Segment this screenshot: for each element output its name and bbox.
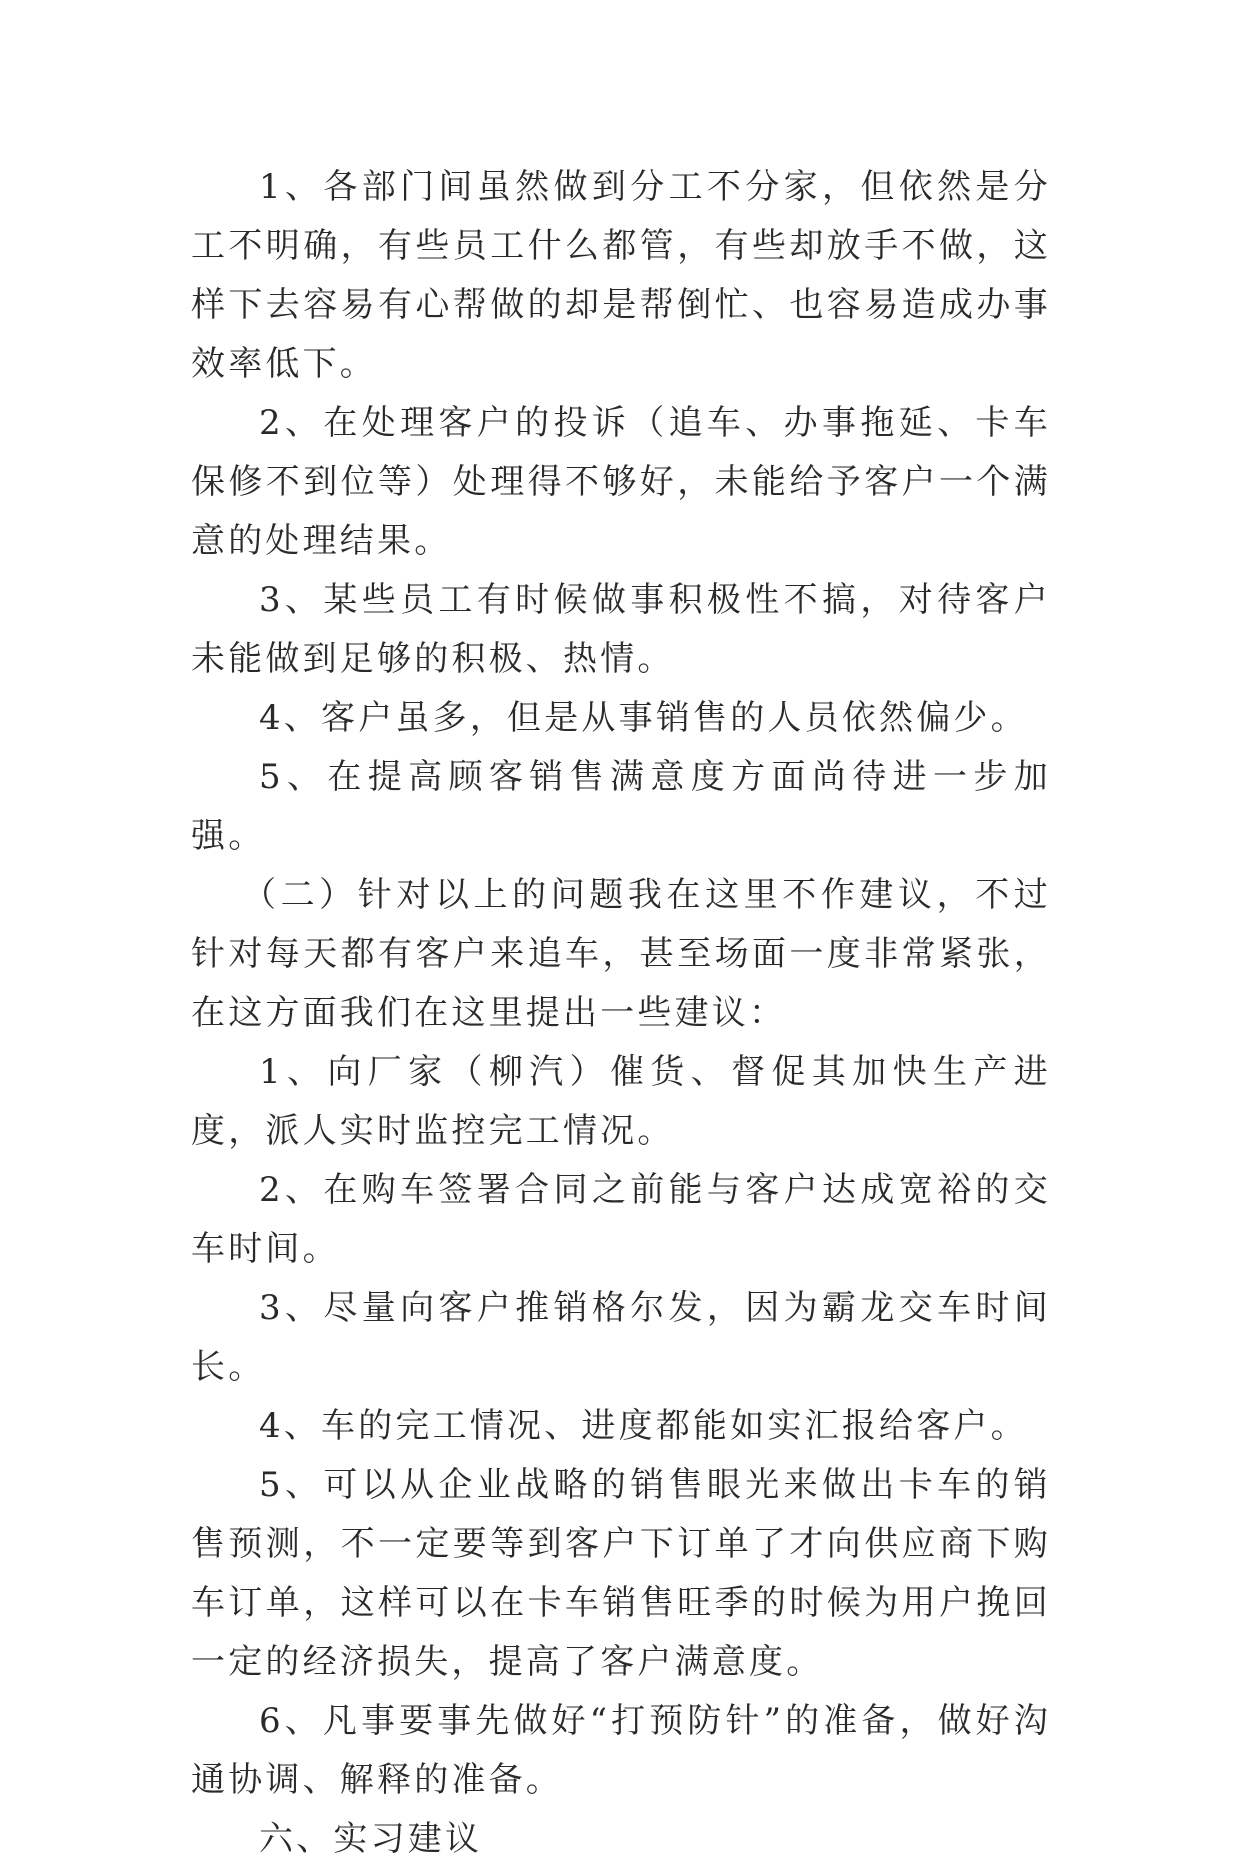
paragraph-issue-5: 5、在提高顾客销售满意度方面尚待进一步加强。	[191, 757, 1051, 856]
paragraph-suggestion-2: 2、在购车签署合同之前能与客户达成宽裕的交车时间。	[191, 1170, 1051, 1269]
paragraph-section-2-intro: （二）针对以上的问题我在这里不作建议，不过针对每天都有客户来追车，甚至场面一度非常紧张，在这方面我们在这里提出一些建议：	[191, 875, 1051, 1033]
paragraph-suggestion-3: 3、尽量向客户推销格尔发，因为霸龙交车时间长。	[191, 1288, 1051, 1387]
paragraph-issue-1: 1、各部门间虽然做到分工不分家，但依然是分工不明确，有些员工什么都管，有些却放手不做，这样下去容易有心帮做的却是帮倒忙、也容易造成办事效率低下。	[191, 167, 1051, 384]
paragraph-issue-2: 2、在处理客户的投诉（追车、办事拖延、卡车保修不到位等）处理得不够好，未能给予客户一个满意的处理结果。	[191, 403, 1051, 561]
paragraph-suggestion-5: 5、可以从企业战略的销售眼光来做出卡车的销售预测，不一定要等到客户下订单了才向供应商下购车订单，这样可以在卡车销售旺季的时候为用户挽回一定的经济损失，提高了客户满意度。	[191, 1465, 1051, 1682]
paragraph-suggestion-1: 1、向厂家（柳汽）催货、督促其加快生产进度，派人实时监控完工情况。	[191, 1052, 1051, 1151]
paragraph-suggestion-6: 6、凡事要事先做好“打预防针”的准备，做好沟通协调、解释的准备。	[191, 1701, 1051, 1800]
section-heading-internship-suggestions: 六、实习建议	[259, 1819, 483, 1859]
document-body	[191, 158, 1051, 1869]
paragraph-suggestion-4: 4、车的完工情况、进度都能如实汇报给客户。	[259, 1406, 1028, 1446]
paragraph-issue-4: 4、客户虽多，但是从事销售的人员依然偏少。	[259, 698, 1028, 738]
paragraph-issue-3: 3、某些员工有时候做事积极性不搞，对待客户未能做到足够的积极、热情。	[191, 580, 1051, 679]
